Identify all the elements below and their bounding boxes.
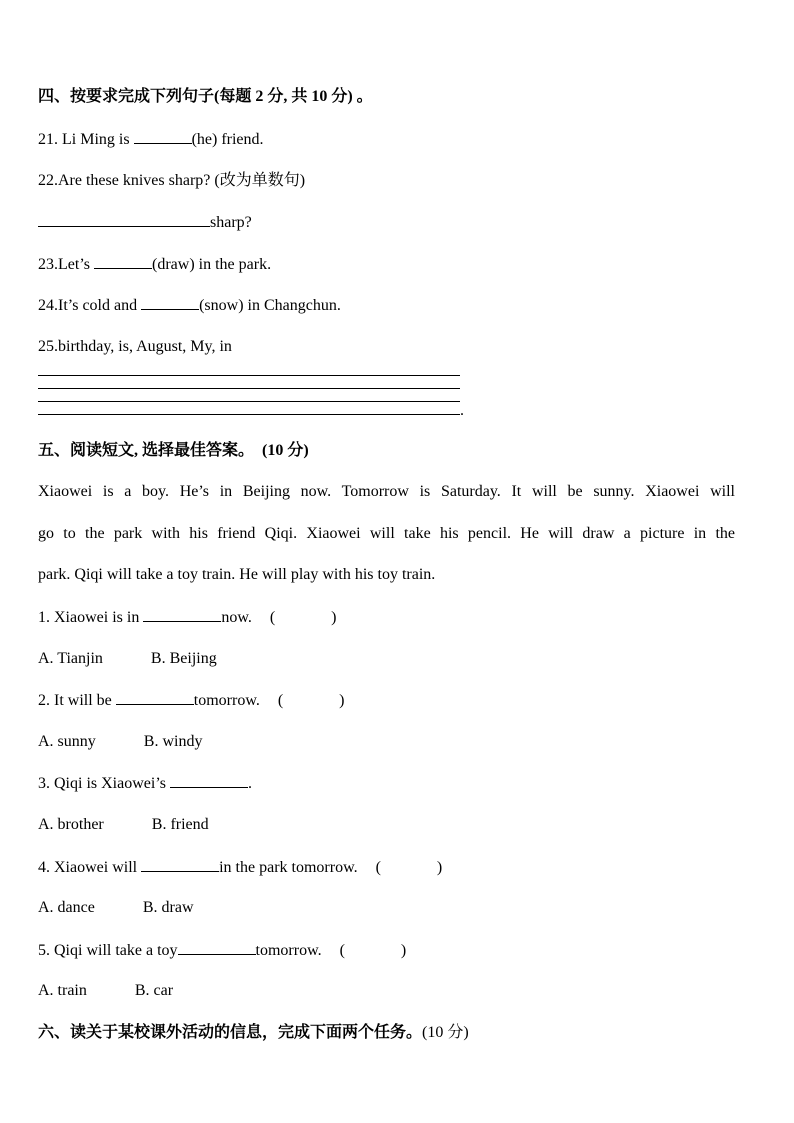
answer-rule-2[interactable]	[38, 388, 460, 389]
answer-blank[interactable]	[141, 295, 199, 310]
answer-paren[interactable]: ( )	[277, 692, 345, 709]
question-22: 22.Are these knives sharp? (改为单数句)	[38, 172, 306, 189]
option-a[interactable]: A. train	[38, 982, 87, 999]
option-a[interactable]: A. sunny	[38, 733, 96, 750]
answer-blank[interactable]	[141, 857, 219, 872]
answer-paren[interactable]: ( )	[339, 942, 407, 959]
section-6-heading: 六、读关于某校课外活动的信息，完成下面两个任务。(10 分)	[38, 1024, 469, 1041]
reading-question-1-options	[38, 649, 217, 669]
option-b[interactable]: B. draw	[142, 899, 194, 916]
reading-question-2-options	[38, 732, 202, 752]
passage-line-3: park. Qiqi will take a toy train. He will play with his toy train.	[38, 566, 436, 583]
answer-blank[interactable]	[38, 212, 210, 227]
answer-paren[interactable]: ( )	[269, 609, 337, 626]
answer-blank[interactable]	[134, 129, 192, 144]
answer-blank[interactable]	[143, 607, 221, 622]
option-b[interactable]: B. car	[134, 982, 174, 999]
question-21: 21. Li Ming is (he) friend.	[38, 131, 264, 148]
answer-blank[interactable]	[94, 254, 152, 269]
question-22-answer-line: sharp?	[38, 212, 252, 233]
passage-line-1: Xiaowei is a boy. He’s in Beijing now. Tomorrow is Saturday. It will be sunny. Xiaowei will	[38, 483, 735, 500]
section-4-heading: 四、按要求完成下列句子(每题 2 分, 共 10 分) 。	[38, 88, 373, 105]
option-a[interactable]: A. dance	[38, 899, 95, 916]
answer-rule-period: .	[460, 402, 464, 419]
option-b[interactable]: B. Beijing	[150, 650, 217, 667]
option-b[interactable]: B. windy	[143, 733, 203, 750]
option-a[interactable]: A. brother	[38, 816, 104, 833]
answer-rule-4[interactable]	[38, 414, 460, 415]
answer-blank[interactable]	[116, 690, 194, 705]
answer-blank[interactable]	[170, 773, 248, 788]
option-a[interactable]: A. Tianjin	[38, 650, 103, 667]
section-5-heading: 五、阅读短文, 选择最佳答案。 (10 分)	[38, 442, 309, 459]
reading-question-3-options	[38, 815, 209, 835]
answer-paren[interactable]: ( )	[375, 859, 443, 876]
reading-question-4: 4. Xiaowei will in the park tomorrow. ( )	[38, 859, 443, 876]
passage-line-2: go to the park with his friend Qiqi. Xiaowei will take his pencil. He will draw a picture in the	[38, 525, 735, 542]
option-b[interactable]: B. friend	[151, 816, 209, 833]
reading-question-3: 3. Qiqi is Xiaowei’s .	[38, 775, 252, 792]
reading-question-4-options	[38, 898, 194, 918]
answer-rule-3[interactable]	[38, 401, 460, 402]
reading-question-5: 5. Qiqi will take a toy tomorrow. ( )	[38, 942, 407, 959]
reading-question-5-options	[38, 981, 173, 1001]
answer-rule-1[interactable]	[38, 375, 460, 376]
answer-blank[interactable]	[178, 940, 256, 955]
question-24: 24.It’s cold and (snow) in Changchun.	[38, 297, 341, 314]
reading-question-2: 2. It will be tomorrow. ( )	[38, 692, 345, 709]
question-25: 25.birthday, is, August, My, in	[38, 338, 232, 355]
reading-question-1: 1. Xiaowei is in now. ( )	[38, 609, 337, 626]
question-23: 23.Let’s (draw) in the park.	[38, 256, 272, 273]
